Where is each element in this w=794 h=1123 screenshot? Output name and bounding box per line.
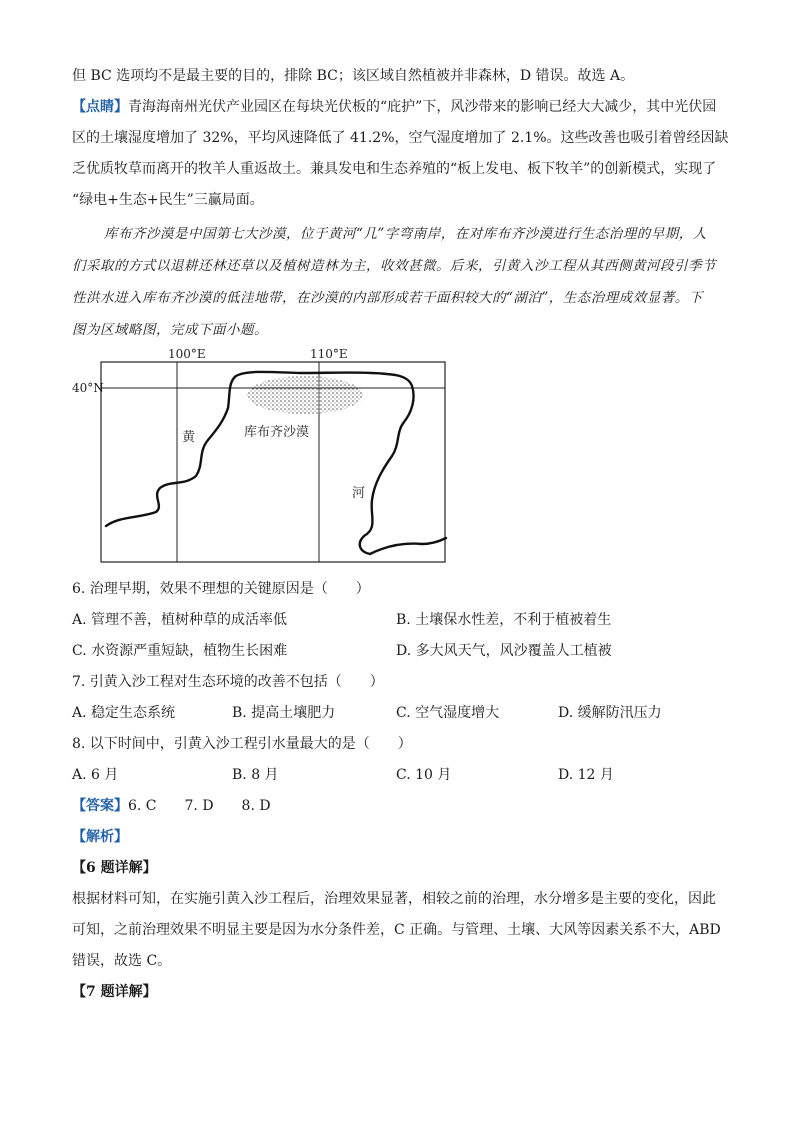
detail-6-heading: 【6 题详解】 xyxy=(72,860,157,876)
q7-option-c: C. 空气湿度增大 xyxy=(396,705,500,721)
q7-option-d: D. 缓解防汛压力 xyxy=(558,705,662,721)
material-line: 们采取的方式以退耕还林还草以及植树造林为主，收效甚微。后来，引黄入沙工程从其西侧黄河段引季节 xyxy=(72,258,716,274)
comment-line: 乏优质牧草而离开的牧羊人重返故土。兼具发电和生态养殖的“板上发电、板下牧羊”的创新模式，实现了 xyxy=(72,161,717,177)
comment-text: 青海海南州光伏产业园区在每块光伏板的“庇护”下，风沙带来的影响已经大大减少，其中光伏园 xyxy=(128,99,717,115)
detail-7-heading: 【7 题详解】 xyxy=(72,984,157,1000)
q7-option-b: B. 提高土壤肥力 xyxy=(232,705,336,721)
analysis-tag: 【解析】 xyxy=(72,829,128,845)
paragraph-line: 但 BC 选项均不是最主要的目的，排除 BC；该区域自然植被并非森林，D 错误。故选 A。 xyxy=(72,68,635,84)
desert-area xyxy=(247,376,363,414)
answer-text: 6. C 7. D 8. D xyxy=(128,798,271,814)
question-8-stem: 8. 以下时间中，引黄入沙工程引水量最大的是（ ） xyxy=(72,736,412,752)
comment-tag: 【点睛】 xyxy=(72,99,128,115)
q8-option-a: A. 6 月 xyxy=(72,767,119,783)
river-label-1: 黄 xyxy=(182,430,196,445)
material-line: 库布齐沙漠是中国第七大沙漠，位于黄河“几”字弯南岸，在对库布齐沙漠进行生态治理的早期，人 xyxy=(104,226,707,242)
detail-6-line: 可知，之前治理效果不明显主要是因为水分条件差，C 正确。与管理、土壤、大风等因素关系不大，ABD xyxy=(72,922,721,938)
lat-40-label: 40°N xyxy=(72,381,104,395)
q6-option-c: C. 水资源严重短缺，植物生长困难 xyxy=(72,643,288,659)
q8-option-d: D. 12 月 xyxy=(558,767,614,783)
question-6-stem: 6. 治理早期，效果不理想的关键原因是（ ） xyxy=(72,581,370,597)
analysis-heading xyxy=(72,827,128,847)
desert-label: 库布齐沙漠 xyxy=(244,425,310,440)
lon-100-label: 100°E xyxy=(168,347,206,361)
question-7-stem: 7. 引黄入沙工程对生态环境的改善不包括（ ） xyxy=(72,674,384,690)
q6-option-d: D. 多大风天气，风沙覆盖人工植被 xyxy=(396,643,612,659)
material-line: 性洪水进入库布齐沙漠的低洼地带，在沙漠的内部形成若干面积较大的“湖泊”，生态治理成效显著。下 xyxy=(72,290,703,306)
comment-line: “绿电+生态+民生”三赢局面。 xyxy=(72,192,264,208)
q6-option-b: B. 土壤保水性差，不利于植被着生 xyxy=(396,612,612,628)
answer-line xyxy=(72,796,271,816)
q8-option-c: C. 10 月 xyxy=(396,767,452,783)
region-map xyxy=(60,340,460,570)
comment-line: 区的土壤湿度增加了 32%，平均风速降低了 41.2%，空气湿度增加了 2.1%。这些改善也吸引着曾经因缺 xyxy=(72,130,729,146)
answer-tag: 【答案】 xyxy=(72,798,128,814)
river-label-2: 河 xyxy=(352,486,366,501)
material-line: 图为区域略图，完成下面小题。 xyxy=(72,322,268,338)
lon-110-label: 110°E xyxy=(310,347,348,361)
q6-option-a: A. 管理不善，植树种草的成活率低 xyxy=(72,612,288,628)
detail-6-line: 错误，故选 C。 xyxy=(72,953,172,969)
q7-option-a: A. 稳定生态系统 xyxy=(72,705,176,721)
q8-option-b: B. 8 月 xyxy=(232,767,279,783)
detail-6-line: 根据材料可知，在实施引黄入沙工程后，治理效果显著，相较之前的治理，水分增多是主要的变化，因此 xyxy=(72,891,716,907)
comment-line xyxy=(72,97,716,117)
